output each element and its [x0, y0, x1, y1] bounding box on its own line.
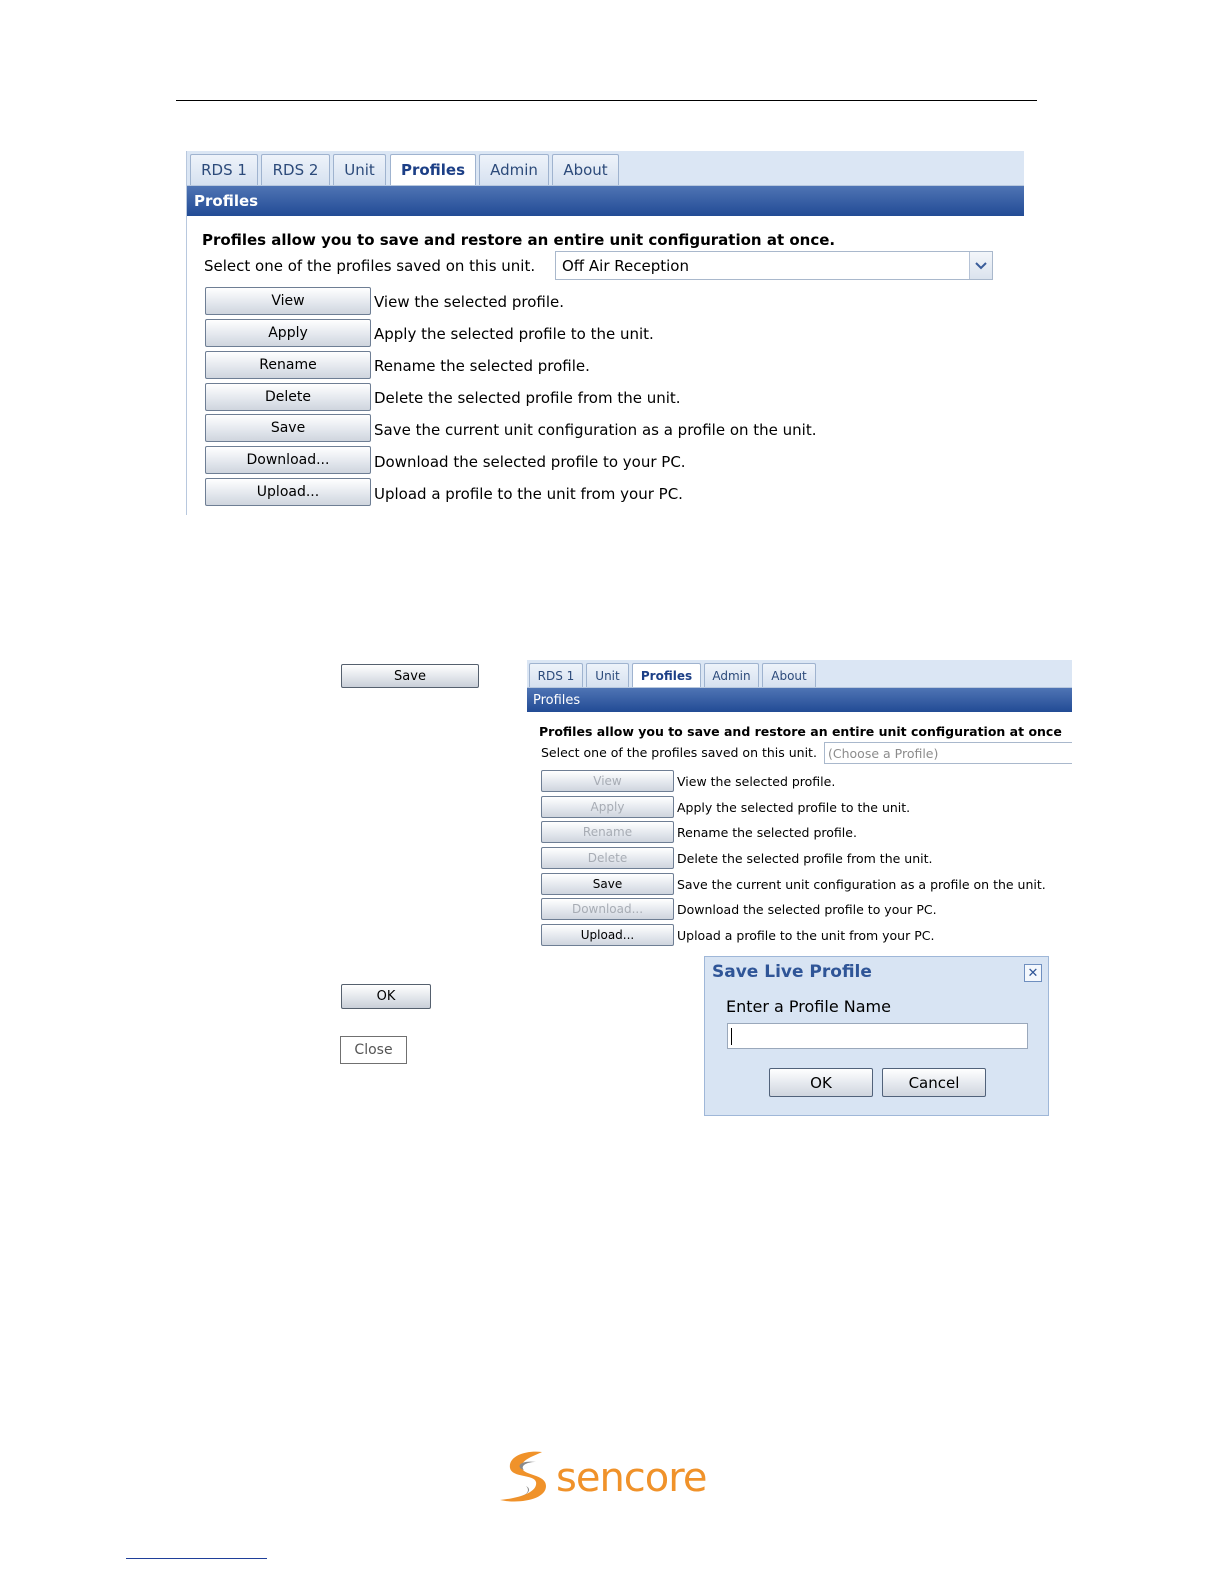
view-button[interactable]: View: [541, 770, 674, 792]
close-icon[interactable]: ✕: [1024, 964, 1042, 982]
profile-name-input[interactable]: [727, 1023, 1028, 1049]
tab-unit[interactable]: Unit: [333, 154, 386, 185]
download-button[interactable]: Download...: [541, 898, 674, 920]
save-button-sample[interactable]: Save: [341, 664, 479, 688]
tab-profiles[interactable]: Profiles: [632, 663, 701, 687]
ok-button-sample[interactable]: OK: [341, 984, 431, 1009]
tab-profiles[interactable]: Profiles: [390, 154, 476, 185]
tab-admin[interactable]: Admin: [704, 663, 759, 687]
chevron-down-icon[interactable]: [969, 252, 992, 279]
intro-text: Profiles allow you to save and restore an entire unit configuration at once.: [202, 231, 836, 249]
apply-button[interactable]: Apply: [541, 796, 674, 818]
delete-button[interactable]: Delete: [541, 847, 674, 869]
tab-unit[interactable]: Unit: [586, 663, 629, 687]
select-label: Select one of the profiles saved on this unit.: [204, 257, 536, 275]
dialog-cancel-button[interactable]: Cancel: [882, 1068, 986, 1097]
sencore-logo-text: sencore: [556, 1455, 707, 1501]
profile-select-placeholder: (Choose a Profile): [828, 745, 939, 761]
profiles-screenshot-small: [527, 660, 1072, 950]
delete-description: Delete the selected profile from the unit.: [374, 389, 681, 407]
tab-bar-small: [527, 660, 1072, 688]
close-button-sample[interactable]: Close: [340, 1036, 407, 1064]
apply-description: Apply the selected profile to the unit.: [677, 800, 911, 815]
tab-admin[interactable]: Admin: [479, 154, 549, 185]
dialog-ok-button[interactable]: OK: [769, 1068, 873, 1097]
tab-about[interactable]: About: [552, 154, 619, 185]
dialog-title: Save Live Profile: [712, 962, 872, 982]
view-description: View the selected profile.: [677, 774, 836, 789]
tab-about[interactable]: About: [762, 663, 816, 687]
apply-button[interactable]: Apply: [205, 319, 371, 347]
upload-button[interactable]: Upload...: [541, 924, 674, 946]
profiles-screenshot-large: [186, 151, 1024, 515]
intro-text: Profiles allow you to save and restore an entire unit configuration at once: [539, 724, 1062, 739]
save-button[interactable]: Save: [205, 414, 371, 442]
tab-rds2[interactable]: RDS 2: [261, 154, 330, 185]
panel-title: Profiles: [187, 186, 1024, 216]
delete-button[interactable]: Delete: [205, 383, 371, 411]
apply-description: Apply the selected profile to the unit.: [374, 325, 654, 343]
delete-description: Delete the selected profile from the unit.: [677, 851, 933, 866]
rename-description: Rename the selected profile.: [374, 357, 590, 375]
view-description: View the selected profile.: [374, 293, 564, 311]
download-button[interactable]: Download...: [205, 446, 371, 474]
rename-button[interactable]: Rename: [205, 351, 371, 379]
tab-rds1[interactable]: RDS 1: [529, 663, 583, 687]
save-button[interactable]: Save: [541, 873, 674, 895]
profile-select-value: Off Air Reception: [562, 256, 689, 275]
view-button[interactable]: View: [205, 287, 371, 315]
select-label: Select one of the profiles saved on this unit.: [541, 745, 817, 760]
upload-description: Upload a profile to the unit from your PC.: [374, 485, 683, 503]
profile-name-label: Enter a Profile Name: [726, 997, 891, 1016]
upload-description: Upload a profile to the unit from your PC.: [677, 928, 935, 943]
tab-bar: [187, 151, 1024, 186]
save-description: Save the current unit configuration as a profile on the unit.: [374, 421, 817, 439]
save-live-profile-dialog: [704, 956, 1049, 1116]
download-description: Download the selected profile to your PC.: [677, 902, 937, 917]
upload-button[interactable]: Upload...: [205, 478, 371, 506]
panel-title: Profiles: [527, 688, 1072, 712]
profile-select[interactable]: [824, 742, 1072, 764]
footer-rule: [126, 1558, 267, 1559]
text-caret: [731, 1028, 732, 1045]
download-description: Download the selected profile to your PC.: [374, 453, 686, 471]
profile-select[interactable]: [555, 251, 993, 280]
sencore-swoosh-icon: [496, 1448, 556, 1506]
rename-description: Rename the selected profile.: [677, 825, 857, 840]
header-rule: [176, 100, 1037, 101]
save-description: Save the current unit configuration as a profile on the unit.: [677, 877, 1046, 892]
rename-button[interactable]: Rename: [541, 821, 674, 843]
tab-rds1[interactable]: RDS 1: [190, 154, 258, 185]
